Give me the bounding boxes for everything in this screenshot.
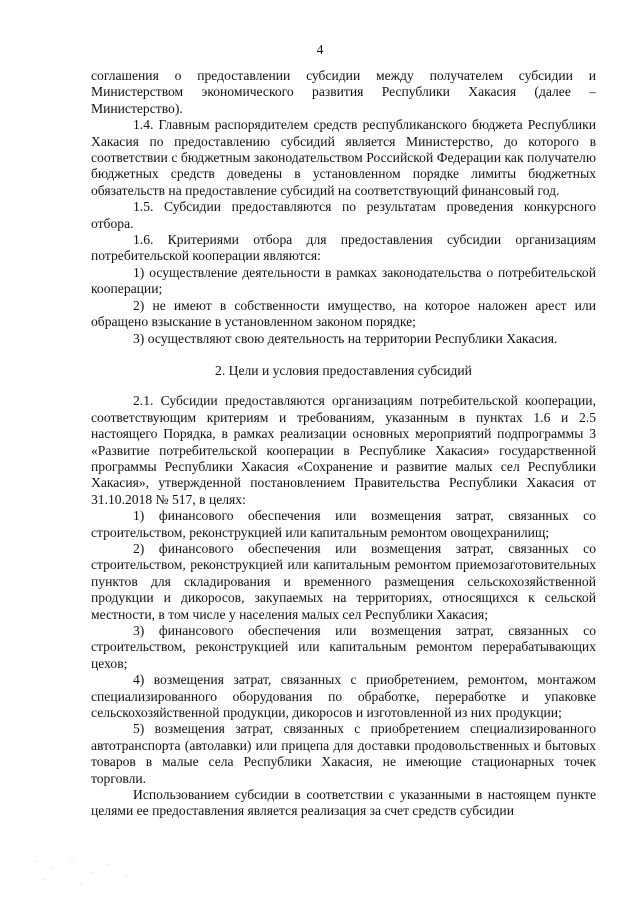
document-body — [91, 68, 596, 820]
criteria-item-1: 1) осуществление деятельности в рамках законодательства о потребительской кооперации; — [91, 264, 596, 297]
criteria-item-3: 3) осуществляют свою деятельность на территории Республики Хакасия. — [133, 330, 558, 346]
purpose-item-1: 1) финансового обеспечения или возмещения затрат, связанных со строительством, реконструкцией или капитальным ремонтом овощехранилищ; — [91, 508, 596, 540]
criteria-item-2: 2) не имеют в собственности имущество, на которое наложен арест или обращено взыскание в установленном законом порядке; — [91, 297, 596, 330]
purpose-item-3: 3) финансового обеспечения или возмещения затрат, связанных со строительством, реконструкцией или капитальным ремонтом перерабатывающих цехов; — [91, 623, 596, 671]
purpose-item-4: 4) возмещения затрат, связанных с приобретением, ремонтом, монтажом специализированного оборудования по обработке, переработке и упаковке сельскохозяйственной продукции, дикоросов и изготовленной из них продукции; — [91, 672, 596, 721]
paragraph-1-4: 1.4. Главным распорядителем средств республиканского бюджета Республики Хакасия по предоставлению субсидий является Министерство, до которого в соответствии с бюджетным законодательством Российской Федерации как получателю бюджетных средств доведены в установленном порядке лимиты бюджетных обязательств на предоставление субсидий на соответствующий финансовый год. — [91, 117, 596, 198]
purpose-item-2: 2) финансового обеспечения или возмещения затрат, связанных со строительством, реконструкцией или капитальным ремонтом приемозаготовительных пунктов для складирования и временного размещения сельскохозяйственной продукции и дикоросов, закупаемых на территориях, относящихся к сельской местности, в том числе у населения малых сел Республики Хакасия; — [91, 540, 596, 622]
page-number: 4 — [316, 42, 324, 57]
paragraph-usage: Использованием субсидии в соответствии с указанными в настоящем пункте целями ее предоставления является реализация за счет средств субсидии — [91, 787, 596, 819]
purpose-item-5: 5) возмещения затрат, связанных с приобретением специализированного автотранспорта (автолавки) или прицепа для доставки продовольственных и бытовых товаров в малые села Республики Хакасия, не имеющие стационарных точек торговли. — [91, 721, 596, 786]
paragraph-1-6: 1.6. Критериями отбора для предоставления субсидии организациям потребительской кооперации являются: — [91, 232, 596, 264]
paragraph-1-5: 1.5. Субсидии предоставляются по результатам проведения конкурсного отбора. — [91, 199, 596, 231]
paragraph-2-1: 2.1. Субсидии предоставляются организациям потребительской кооперации, соответствующим критериям и требованиям, указанным в пунктах 1.6 и 2.5 настоящего Порядка, в рамках реализации основных мероприятий подпрограммы 3 «Развитие потребительской кооперации в Республике Хакасия» государственной программы Республики Хакасия «Сохранение и развитие малых сел Республики Хакасия», утвержденной постановлением Правительства Республики Хакасия от 31.10.2018 № 517, в целях: — [91, 393, 596, 507]
scan-noise — [30, 858, 140, 888]
section-heading: 2. Цели и условия предоставления субсидий — [215, 362, 472, 378]
paragraph-continuation: соглашения о предоставлении субсидии между получателем субсидии и Министерством экономического развития Республики Хакасия (далее – Министерство). — [91, 68, 596, 116]
